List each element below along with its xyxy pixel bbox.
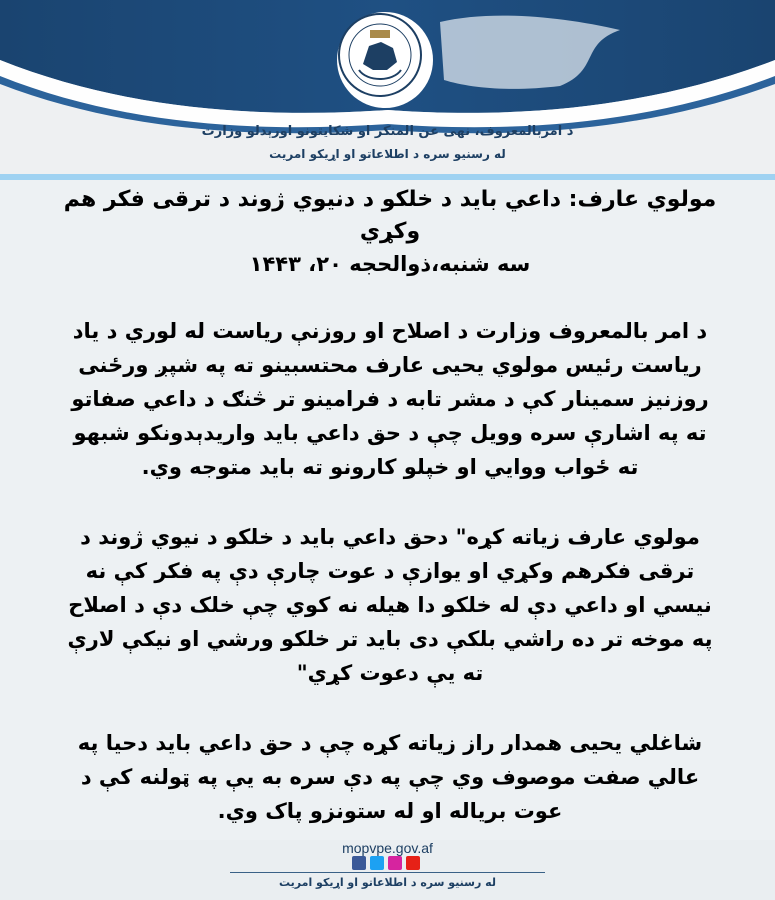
ministry-name: د امربالمعروف، نهی عن المنکر او شکایتونو اورېدلو وزارت [201, 124, 574, 139]
article-body [0, 180, 775, 840]
footer-divider [230, 872, 545, 873]
ministry-emblem-logo [337, 12, 433, 108]
article-date: سه شنبه،ذوالحجه ۲۰، ۱۴۴۳ [249, 252, 531, 276]
footer [0, 840, 775, 900]
website-link[interactable]: mopvpe.gov.af [342, 840, 433, 856]
footer-department: له رسنيو سره د اطلاعاتو او اړيکو امريت [279, 876, 496, 889]
article-title: مولوي عارف: داعي باید د خلکو د دنيوي ژوند د ترقی فکر هم وکړي [63, 187, 717, 244]
department-name: له رسنيو سره د اطلاعاتو او اړيکو امريت [269, 147, 506, 161]
twitter-icon[interactable] [370, 856, 384, 870]
facebook-icon[interactable] [352, 856, 366, 870]
article-paragraph: مولوي عارف زياته کړه" دحق داعي بايد د خلکو د نيوي ژوند د ترقی فکرهم وکړي او يوازې د عوت چارې دې په فکر کې نه نيسي او داعي دې له خلکو دا هيله نه کوي چې خلک دې د اصلاح په موخه تر ده راشي بلکې دی بايد تر خلکو ورشي او نيکې لارې ته يې دعوت کړي" [67, 525, 713, 685]
article-paragraph: د امر بالمعروف وزارت د اصلاح او روزنې رياست له لوري د ياد رياست رئيس مولوي يحيى عارف محتسبينو ته په شپږ ورځنی روزنيز سمينار کې د مشر تابه د فرامينو تر څنګ د داعي صفاتو ته په اشارې سره وويل چې د حق داعي بايد واريدېدونکو شبهو ته ځواب ووايي او خپلو کارونو ته بايد متوجه وي. [71, 319, 709, 479]
article-paragraph: شاغلي يحيى همدار راز زياته کړه چې د حق داعي بايد دحيا په عالي صفت موصوف وي چې په دې سره به يې په ټولنه کې د عوت برياله او له ستونزو پاک وي. [77, 731, 703, 823]
instagram-icon[interactable] [388, 856, 402, 870]
youtube-icon[interactable] [406, 856, 420, 870]
social-icons [352, 856, 420, 870]
header-banner [0, 0, 775, 180]
